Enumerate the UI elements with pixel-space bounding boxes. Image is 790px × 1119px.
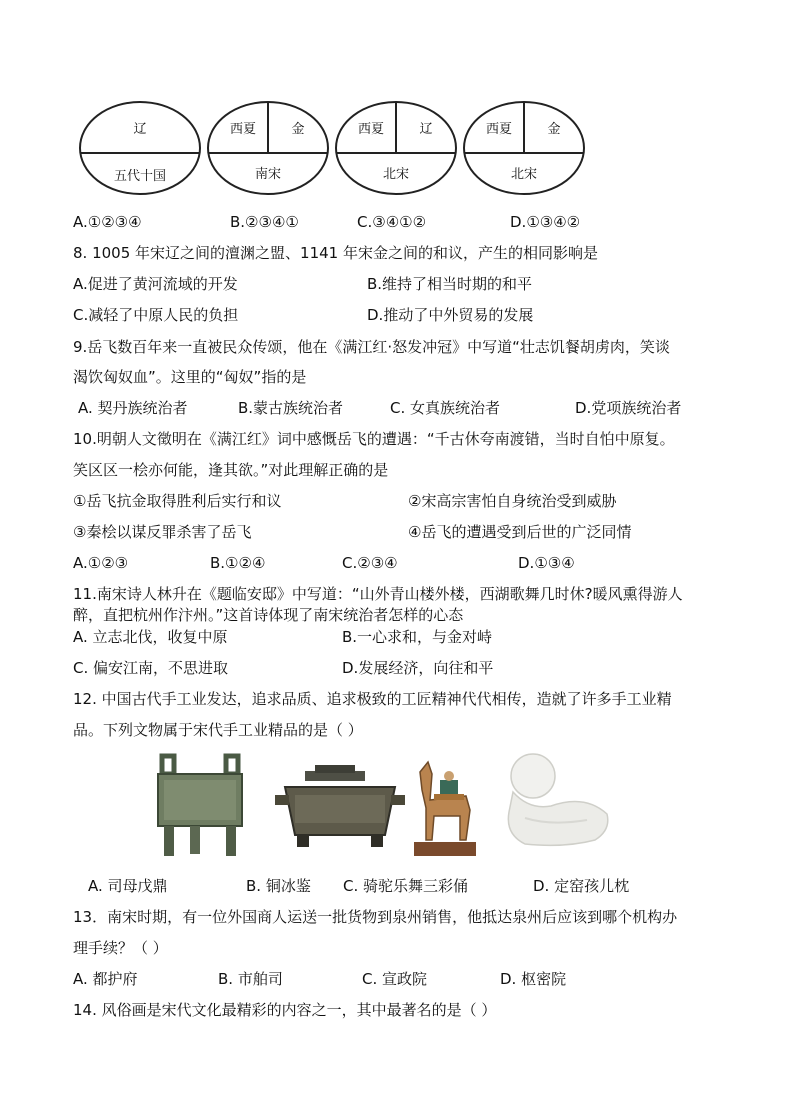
- q11-option-c: C. 偏安江南，不思进取: [73, 659, 229, 677]
- map-label: 北宋: [510, 167, 538, 182]
- artifact-child-pillow-image: [495, 748, 615, 863]
- q11-stem-line2: 醉，直把杭州作汴州。”这首诗体现了南宋统治者怎样的心态: [73, 606, 464, 624]
- q12-caption-d: D. 定窑孩儿枕: [533, 877, 630, 895]
- map-label: 辽: [419, 122, 433, 137]
- q7-option-c: C.③④①②: [357, 213, 427, 231]
- q10-statement-3: ③秦桧以谋反罪杀害了岳飞: [73, 523, 252, 541]
- q7-option-b: B.②③④①: [230, 213, 299, 231]
- q10-statement-2: ②宋高宗害怕自身统治受到威胁: [408, 492, 617, 510]
- map-label: 金: [547, 122, 561, 137]
- q12-stem-line2: 品。下列文物属于宋代手工业精品的是（ ）: [73, 721, 363, 739]
- q9-option-c: C. 女真族统治者: [390, 399, 501, 417]
- map-label: 西夏: [485, 122, 513, 137]
- q10-statement-4: ④岳飞的遭遇受到后世的广泛同情: [408, 523, 632, 541]
- map-label: 南宋: [254, 167, 282, 182]
- q7-option-a: A.①②③④: [73, 213, 142, 231]
- q9-stem-line2: 渴饮匈奴血”。这里的“匈奴”指的是: [73, 368, 307, 386]
- map-northern-song-jin: [464, 102, 584, 194]
- map-five-dynasties: [80, 102, 200, 194]
- map-diagrams: [78, 98, 588, 198]
- q13-option-a: A. 都护府: [73, 970, 138, 988]
- artifact-ding-image: [150, 750, 250, 860]
- q10-option-c: C.②③④: [342, 554, 398, 572]
- q10-stem-line2: 笑区区一桧亦何能，逢其欲。”对此理解正确的是: [73, 461, 389, 479]
- q8-option-a: A.促进了黄河流域的开发: [73, 275, 238, 293]
- map-label: 五代十国: [113, 169, 167, 184]
- q13-option-b: B. 市舶司: [218, 970, 283, 988]
- q10-option-a: A.①②③: [73, 554, 129, 572]
- q14-stem: 14. 风俗画是宋代文化最精彩的内容之一，其中最著名的是（ ）: [73, 1001, 497, 1019]
- map-label: 西夏: [357, 122, 385, 137]
- q13-option-c: C. 宣政院: [362, 970, 428, 988]
- q7-option-d: D.①③④②: [510, 213, 581, 231]
- artifact-ice-jian-image: [275, 765, 405, 850]
- q11-stem-line1: 11.南宋诗人林升在《题临安邸》中写道：“山外青山楼外楼，西湖歌舞几时休?暖风熏得游人: [73, 585, 683, 603]
- q9-option-b: B.蒙古族统治者: [238, 399, 344, 417]
- map-southern-song: [208, 102, 328, 194]
- q10-stem-line1: 10.明朝人文徵明在《满江红》词中感慨岳飞的遭遇：“千古休夸南渡错，当时自怕中原复。: [73, 430, 675, 448]
- q9-option-d: D.党项族统治者: [575, 399, 682, 417]
- map-label: 金: [291, 122, 305, 137]
- q10-option-d: D.①③④: [518, 554, 575, 572]
- q10-option-b: B.①②④: [210, 554, 266, 572]
- q11-option-b: B.一心求和，与金对峙: [342, 628, 493, 646]
- q8-option-d: D.推动了中外贸易的发展: [367, 306, 534, 324]
- q8-option-b: B.维持了相当时期的和平: [367, 275, 533, 293]
- q11-option-a: A. 立志北伐，收复中原: [73, 628, 228, 646]
- q13-option-d: D. 枢密院: [500, 970, 567, 988]
- q12-stem-line1: 12. 中国古代手工业发达，追求品质、追求极致的工匠精神代代相传，造就了许多手工业精: [73, 690, 672, 708]
- q12-caption-c: C. 骑驼乐舞三彩俑: [343, 877, 469, 895]
- q8-stem: 8. 1005 年宋辽之间的澶渊之盟、1141 年宋金之间的和议，产生的相同影响是: [73, 244, 598, 262]
- q8-option-c: C.减轻了中原人民的负担: [73, 306, 239, 324]
- q13-stem-line1: 13．南宋时期，有一位外国商人运送一批货物到泉州销售，他抵达泉州后应该到哪个机构办: [73, 908, 678, 926]
- q9-stem-line1: 9.岳飞数百年来一直被民众传颂，他在《满江红·怒发冲冠》中写道“壮志饥餐胡虏肉，笑谈: [73, 338, 670, 356]
- q10-statement-1: ①岳飞抗金取得胜利后实行和议: [73, 492, 282, 510]
- q11-option-d: D.发展经济，向往和平: [342, 659, 494, 677]
- artifact-camel-figurine-image: [410, 750, 480, 860]
- q13-stem-line2: 理手续？（ ）: [73, 939, 168, 957]
- map-label: 北宋: [382, 167, 410, 182]
- map-label: 辽: [133, 122, 147, 137]
- q12-caption-a: A. 司母戊鼎: [88, 877, 168, 895]
- map-northern-song-liao: [336, 102, 456, 194]
- q12-caption-b: B. 铜冰鉴: [246, 877, 311, 895]
- map-label: 西夏: [229, 122, 257, 137]
- q9-option-a: A. 契丹族统治者: [78, 399, 188, 417]
